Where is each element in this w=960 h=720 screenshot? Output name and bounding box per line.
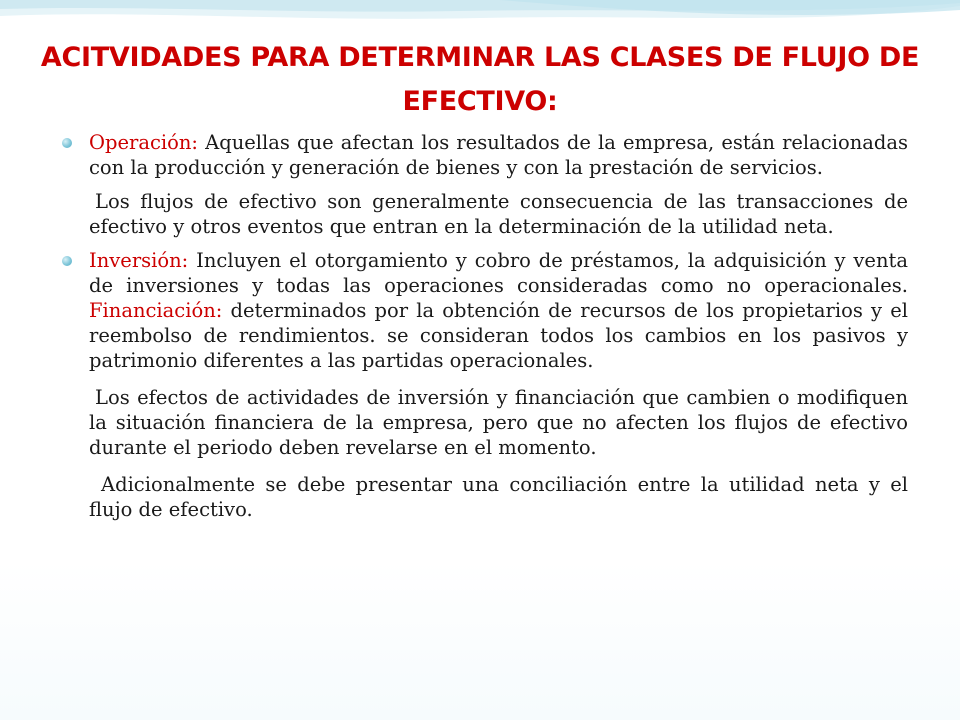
bullet-icon — [62, 138, 72, 148]
label-operacion: Operación: — [89, 131, 198, 154]
label-financiacion: Financiación: — [89, 299, 223, 322]
bullet-icon — [62, 256, 72, 266]
text-operacion: Aquellas que afectan los resultados de la empresa, están relacionadas con la producción y generación de bienes y con la prestación de servicios. — [89, 131, 908, 179]
bullet-operacion — [62, 130, 908, 180]
slide-title: ACITVIDADES PARA DETERMINAR LAS CLASES DE FLUJO DE EFECTIVO: — [40, 42, 920, 117]
text-inversion: Incluyen el otorgamiento y cobro de préstamos, la adquisición y venta de inversiones y todas las operaciones consideradas como no operacionales. — [89, 249, 908, 297]
label-inversion: Inversión: — [89, 249, 189, 272]
paragraph-conciliacion: Adicionalmente se debe presentar una conciliación entre la utilidad neta y el flujo de efectivo. — [89, 473, 908, 521]
text-financiacion: determinados por la obtención de recursos de los propietarios y el reembolso de rendimientos. se consideran todos los cambios en los pasivos y patrimonio diferentes a las partidas operacionales. — [89, 299, 908, 372]
slide-content — [62, 130, 908, 522]
paragraph-flujos: Los flujos de efectivo son generalmente consecuencia de las transacciones de efectivo y otros eventos que entran en la determinación de la utilidad neta. — [89, 190, 908, 238]
bullet-inversion — [62, 248, 908, 373]
paragraph-efectos: Los efectos de actividades de inversión y financiación que cambien o modifiquen la situación financiera de la empresa, pero que no afecten los flujos de efectivo durante el periodo deben revelarse en el momento. — [89, 386, 908, 459]
